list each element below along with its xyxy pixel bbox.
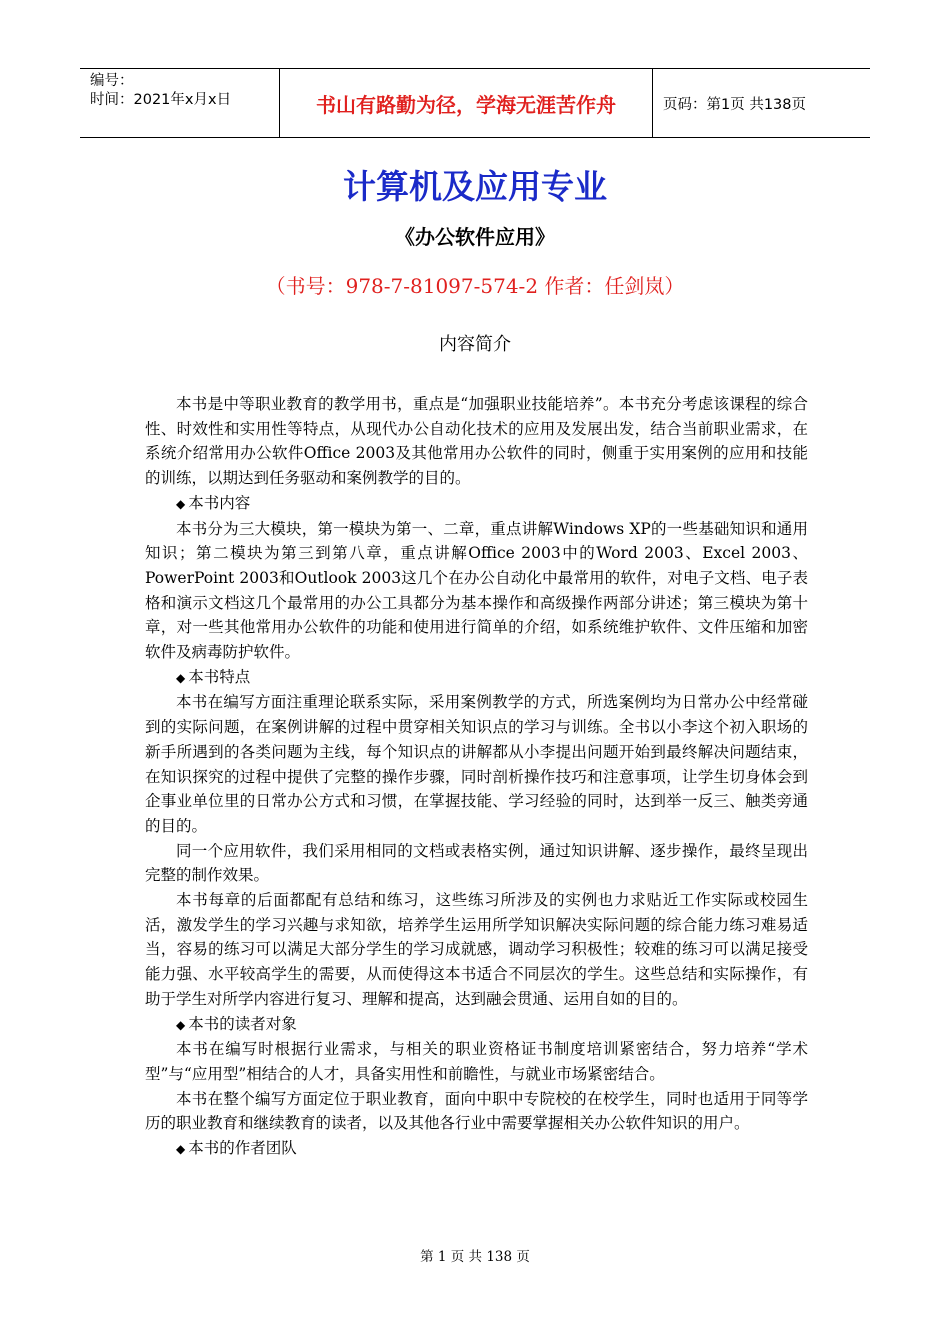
header-number: 编号： bbox=[90, 73, 134, 89]
paragraph: 本书在整个编写方面定位于职业教育，面向中职中专院校的在校学生，同时也适用于同等学历的职业教育和继续教育的读者，以及其他各行业中需要掌握相关办公软件知识的用户。 bbox=[145, 1089, 808, 1133]
section-title: 内容简介 bbox=[439, 334, 511, 355]
section-heading bbox=[145, 665, 808, 691]
header-page-info: 页码：第1页 共138页 bbox=[663, 96, 807, 113]
header-meta bbox=[80, 69, 280, 137]
paragraph: 本书是中等职业教育的教学用书，重点是“加强职业技能培养”。本书充分考虑该课程的综合性、时效性和实用性等特点，从现代办公自动化技术的应用及发展出发，结合当前职业需求，在系统介绍常用办公软件Office 2003及其他常用办公软件的同时，侧重于实用案例的应用和技能的训练，以期达到任务驱动和案例教学的目的。 bbox=[145, 395, 808, 488]
document-body bbox=[145, 392, 808, 1162]
section-heading bbox=[145, 491, 808, 517]
section-heading bbox=[145, 1012, 808, 1038]
document-title: 计算机及应用专业 bbox=[343, 167, 607, 206]
diamond-icon: ◆ bbox=[176, 670, 186, 685]
paragraph: 本书分为三大模块，第一模块为第一、二章，重点讲解Windows XP的一些基础知识和通用知识；第二模块为第三到第八章，重点讲解Office 2003中的Word 2003、Excel 2003、PowerPoint 2003和Outlook 2003这几个在办公自动化中最常用的软件，对电子文档、电子表格和演示文档这几个最常用的办公工具都分为基本操作和高级操作两部分讲述；第三模块为第十章，对一些其他常用办公软件的功能和使用进行简单的介绍，如系统维护软件、文件压缩和加密软件及病毒防护软件。 bbox=[145, 519, 808, 662]
header-motto: 书山有路勤为径，学海无涯苦作舟 bbox=[280, 69, 653, 137]
book-info: （书号：978-7-81097-574-2 作者：任剑岚） bbox=[265, 274, 685, 298]
paragraph: 本书在编写时根据行业需求，与相关的职业资格证书制度培训紧密结合，努力培养“学术型”与“应用型”相结合的人才，具备实用性和前瞻性，与就业市场紧密结合。 bbox=[145, 1040, 808, 1083]
section-heading bbox=[145, 1136, 808, 1162]
section-heading-text: 本书特点 bbox=[188, 667, 251, 686]
paragraph: 本书在编写方面注重理论联系实际，采用案例教学的方式，所选案例均为日常办公中经常碰到的实际问题，在案例讲解的过程中贯穿相关知识点的学习与训练。全书以小李这个初入职场的新手所遇到的各类问题为主线，每个知识点的讲解都从小李提出问题开始到最终解决问题结束，在知识探究的过程中提供了完整的操作步骤，同时剖析操作技巧和注意事项，让学生切身体会到企事业单位里的日常办公方式和习惯，在掌握技能、学习经验的同时，达到举一反三、触类旁通的目的。 bbox=[145, 693, 808, 835]
diamond-icon: ◆ bbox=[176, 1017, 186, 1032]
diamond-icon: ◆ bbox=[176, 1142, 186, 1157]
book-title: 《办公软件应用》 bbox=[395, 225, 555, 249]
page-footer: 第 1 页 共 138 页 bbox=[420, 1249, 530, 1265]
header-time: 时间：2021年x月x日 bbox=[90, 92, 232, 108]
paragraph: 同一个应用软件，我们采用相同的文档或表格实例，通过知识讲解、逐步操作，最终呈现出完整的制作效果。 bbox=[145, 841, 808, 885]
section-heading-text: 本书内容 bbox=[188, 493, 251, 512]
page-header bbox=[80, 68, 870, 138]
paragraph: 本书每章的后面都配有总结和练习，这些练习所涉及的实例也力求贴近工作实际或校园生活，激发学生的学习兴趣与求知欲，培养学生运用所学知识解决实际问题的综合能力练习难易适当，容易的练习可以满足大部分学生的学习成就感，调动学习积极性；较难的练习可以满足接受能力强、水平较高学生的需要，从而使得这本书适合不同层次的学生。这些总结和实际操作，有助于学生对所学内容进行复习、理解和提高，达到融会贯通、运用自如的目的。 bbox=[145, 891, 808, 1008]
section-heading-text: 本书的作者团队 bbox=[188, 1139, 297, 1158]
section-heading-text: 本书的读者对象 bbox=[188, 1014, 297, 1033]
diamond-icon: ◆ bbox=[176, 496, 186, 511]
